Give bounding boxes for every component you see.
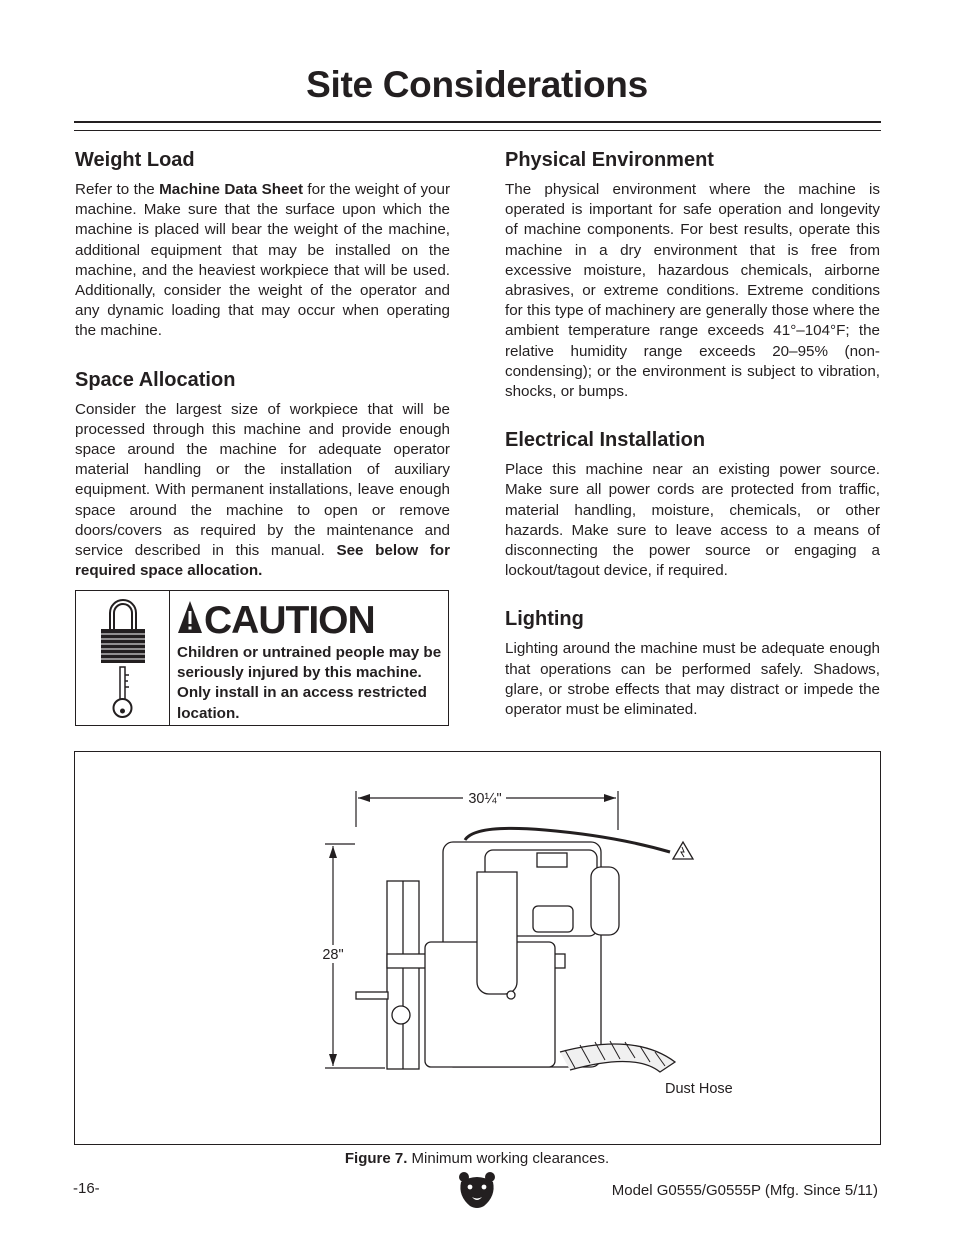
dust-hose-label: Dust Hose [665,1081,733,1097]
space-allocation-note: See below for required space allocation. [75,542,450,580]
clearance-diagram [75,752,880,1144]
caution-text: Children or untrained people may be seriously injured by this machine. Only install in an access restricted location. [177,644,442,722]
lock-key-cell [76,591,170,725]
right-column [505,147,880,720]
electrical-installation-heading: Electrical Installation [505,429,706,452]
machine-data-sheet-ref: Machine Data Sheet [159,181,304,198]
lighting-heading: Lighting [505,608,584,631]
lighting-body: Lighting around the machine must be adequate enough that operations can be performed safely. Shadows, glare, or strobe effects that may distract or impede the operator must be eliminated. [505,640,880,719]
warning-triangle-icon [177,599,203,635]
page-title: Site Considerations [306,64,648,105]
space-allocation-body [75,400,450,582]
figure-caption-text: Minimum working clearances. [407,1150,610,1167]
electrical-installation-body: Place this machine near an existing power source. Make sure all power cords are protected from traffic, material handling, moisture, chemicals, or other hazards. Make sure to leave access to a means of disconnecting the power source or engaging a lockout/tagout device, if required. [505,461,880,580]
figure-caption [0,1150,954,1167]
height-dimension-label: 28" [322,947,344,963]
weight-load-heading: Weight Load [75,149,195,171]
physical-environment-heading: Physical Environment [505,149,714,171]
machine-illustration [356,828,675,1072]
caution-heading: CAUTION [204,599,375,642]
figure-box [74,751,881,1145]
page-number: -16- [73,1180,100,1197]
weight-load-text-end: for the weight of your machine. Make sure that the surface upon which the machine is placed will bear the weight of the machine, additional equipment that may be installed on the machine, and the heaviest workpiece that will be used. Additionally, consider the weight of the operator and any dynamic loading that may occur when operating the machine. [75,181,451,340]
weight-load-text-start: Refer to the [75,181,160,198]
width-dimension-label: 30¼" [468,791,502,807]
left-column [75,147,450,581]
figure-number: Figure 7. [344,1150,408,1167]
physical-environment-body: The physical environment where the machine is operated is important for safe operation and longevity of machine components. For best results, operate this machine in a dry environment that is free from excessive moisture, hazardous chemicals, airborne abrasives, or extreme conditions. Extreme conditions for this type of machinery are generally those where the ambient temperature range exceeds 41°–104°F; the relative humidity range exceeds 20–95% (non-condensing); or the environment is subject to vibration, shocks, or bumps. [505,181,880,401]
padlock-key-icon [76,591,169,725]
weight-load-body [75,180,450,342]
model-line: Model G0555/G0555P (Mfg. Since 5/11) [611,1182,878,1199]
space-allocation-text: Consider the largest size of workpiece that will be processed through this machine and provide enough space around the machine for adequate operator material handling or the installation of auxiliary equipment. With permanent installations, leave enough space around the machine to open or remove doors/covers as required by the maintenance and service described in this manual. [75,400,450,560]
title-rule-thick [74,121,881,123]
caution-box [75,590,449,726]
space-allocation-heading: Space Allocation [75,368,236,391]
bear-logo-icon [458,1170,496,1210]
title-rule-thin [74,130,881,131]
